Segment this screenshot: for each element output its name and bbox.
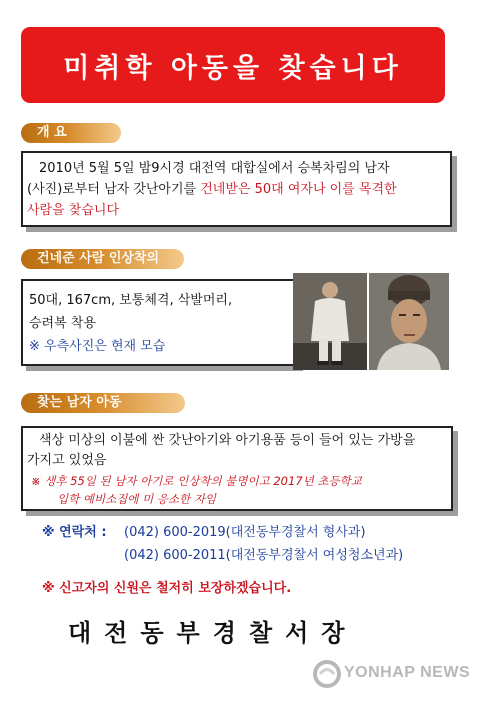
child-note-2: 입학 예비소집에 미 응소한 자임 xyxy=(57,492,217,506)
section-label-missing-child: 찾는 남자 아동 xyxy=(21,393,185,413)
appearance-line-2: 승려복 착용 xyxy=(29,316,96,331)
child-note-1: ※ 생후 55일 된 남자 아기로 인상착의 불명이고 2017년 초등학교 xyxy=(31,474,362,488)
child-line-2: 가지고 있었음 xyxy=(27,453,107,468)
section-label-appearance: 건네준 사람 인상착의 xyxy=(21,249,184,269)
overview-line-2: (사진)로부터 남자 갓난아기를 건네받은 50대 여자나 이를 목격한 xyxy=(27,182,397,197)
overview-line-3: 사람을 찾습니다 xyxy=(27,203,120,218)
appearance-photo-note: ※ 우측사진은 현재 모습 xyxy=(29,339,166,354)
issuer-title: 대전동부경찰서장 xyxy=(68,619,358,647)
contact-phone-2: (042) 600-2011(대전동부경찰서 여성청소년과) xyxy=(124,548,404,563)
privacy-notice: ※ 신고자의 신원은 철저히 보장하겠습니다. xyxy=(42,581,292,596)
overview-box xyxy=(21,151,452,227)
appearance-line-1: 50대, 167cm, 보통체격, 삭발머리, xyxy=(29,293,233,308)
overview-line-1: 2010년 5월 5일 밤9시경 대전역 대합실에서 승복차림의 남자 xyxy=(39,161,390,176)
child-line-1: 색상 미상의 이불에 싼 갓난아기와 아기용품 등이 들어 있는 가방을 xyxy=(39,433,416,448)
suspect-photo-fullbody xyxy=(293,273,367,370)
yonhap-logo-icon xyxy=(312,659,342,689)
watermark-text: YONHAP NEWS xyxy=(344,664,471,681)
monk-fullbody-image xyxy=(293,273,367,370)
contact-phone-1: (042) 600-2019(대전동부경찰서 형사과) xyxy=(124,525,366,540)
page-title: 미취학 아동을 찾습니다 xyxy=(63,52,403,84)
missing-child-box xyxy=(21,426,453,511)
title-banner xyxy=(21,27,445,103)
monk-portrait-image xyxy=(369,273,449,370)
yonhap-watermark xyxy=(312,659,498,689)
contact-label: ※ 연락처 : xyxy=(42,525,107,540)
suspect-photo-portrait xyxy=(369,273,449,370)
section-label-overview: 개 요 xyxy=(21,123,121,143)
appearance-box xyxy=(21,279,298,366)
